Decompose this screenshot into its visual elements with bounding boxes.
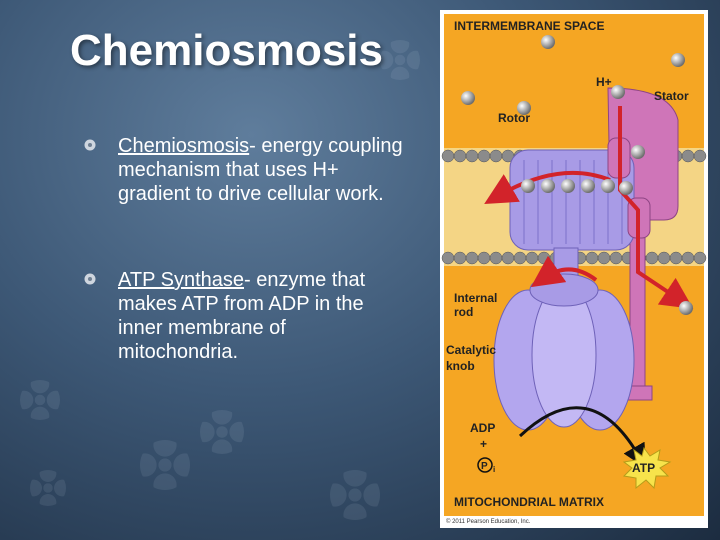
- stator-label: Stator: [654, 89, 689, 103]
- internal-rod-label-1: Internal: [454, 291, 498, 305]
- slide-title: Chemiosmosis: [70, 26, 383, 75]
- atp-synthase-diagram: [440, 10, 708, 528]
- bullet-term: Chemiosmosis: [118, 135, 250, 157]
- bullet-definition: - enzyme that makes ATP from ADP in the inner membrane of mitochondria.: [118, 269, 366, 363]
- atp-label: ATP: [632, 461, 656, 475]
- mitochondrial-matrix-label: MITOCHONDRIAL MATRIX: [454, 495, 604, 509]
- bullet-flower-icon: [84, 139, 96, 151]
- bullet-definition: - energy coupling mechanism that uses H+ gradient to drive cellular work.: [118, 135, 403, 205]
- internal-rod-label-2: rod: [454, 305, 474, 319]
- atp-synthase-figure: [440, 10, 708, 528]
- bullet-flower-icon: [84, 273, 96, 285]
- adp-label: ADP: [470, 421, 496, 435]
- phosphate-subscript: i: [493, 465, 496, 474]
- phosphate-label: P: [481, 461, 488, 472]
- intermembrane-space-label: INTERMEMBRANE SPACE: [454, 19, 605, 33]
- bullet-term: ATP Synthase: [118, 269, 244, 291]
- plus-label: +: [480, 437, 488, 451]
- catalytic-knob-label-2: knob: [446, 359, 475, 373]
- bullet-chemiosmosis: [84, 134, 404, 206]
- rotor-label: Rotor: [498, 111, 530, 125]
- copyright-text: © 2011 Pearson Education, Inc.: [446, 519, 531, 525]
- h-plus-label: H+: [596, 75, 612, 89]
- bullet-atp-synthase: [84, 268, 404, 364]
- catalytic-knob: [494, 274, 634, 430]
- catalytic-knob-label-1: Catalytic: [446, 343, 497, 357]
